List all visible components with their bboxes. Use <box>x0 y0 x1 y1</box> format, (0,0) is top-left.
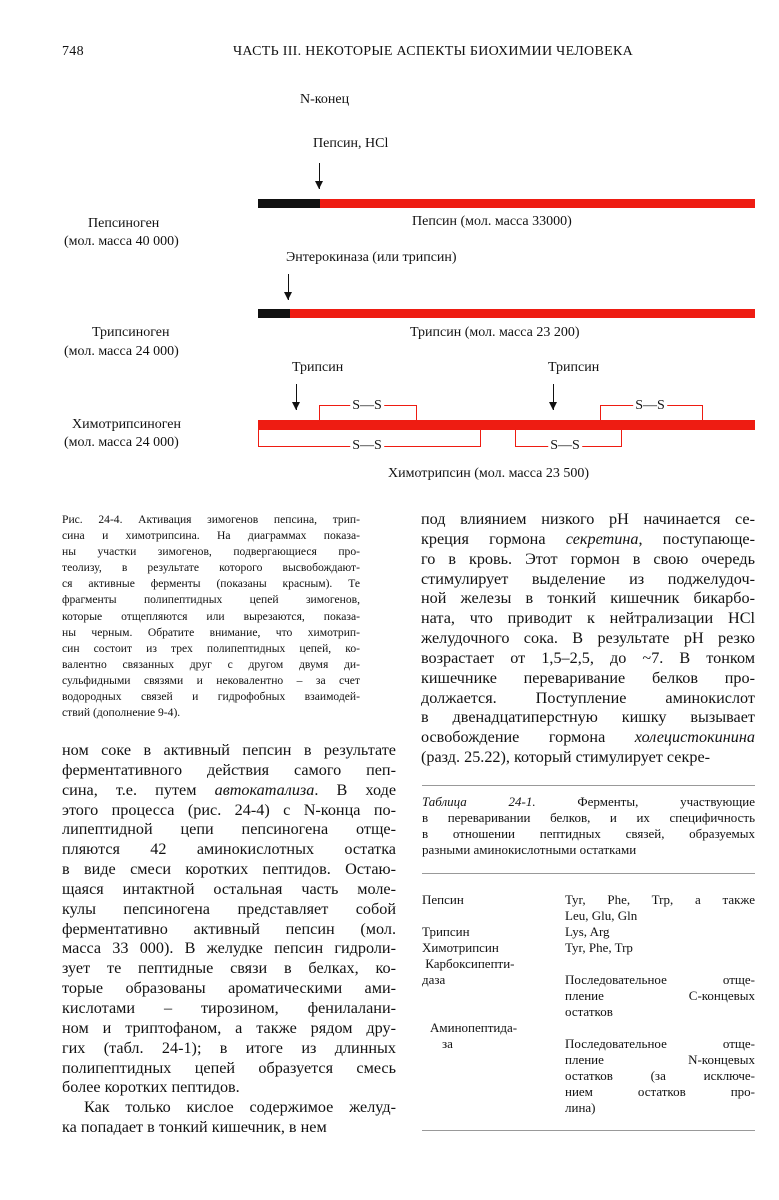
table-row <box>422 956 755 1020</box>
pepsinogen-cleaved-segment <box>258 199 320 208</box>
cleavage-arrow-icon <box>288 274 289 300</box>
cell-line: нием остатков про- <box>565 1084 755 1099</box>
table-row <box>422 924 755 940</box>
text-line: ка попадает в тонкий кишечник, в нем <box>62 1118 327 1137</box>
text-line: ствий (дополнение 9-4). <box>62 706 181 720</box>
text-line: кулы пепсиногена представляет собой <box>62 899 396 918</box>
cell-line: остатков <box>565 1004 613 1019</box>
text-line: ном и триптофаном, а также рядом дру- <box>62 1018 396 1037</box>
cell-line: Последовательное отще- <box>565 972 755 987</box>
text-line: ната, что приводит к нейтрализации HCl <box>421 609 755 628</box>
table-row <box>422 940 755 956</box>
text-line: которые отщепляются или вырезаются, показа- <box>62 609 360 623</box>
cell-line: Пепсин <box>422 892 464 907</box>
table-caption-text: Ферменты, участвующие <box>577 794 755 809</box>
divider <box>422 873 755 874</box>
text-line: сульфидными связями и нековалентно – за счет <box>62 673 360 687</box>
text-line: сина и химотрипсина. На диаграммах показа- <box>62 529 360 543</box>
table-caption-line: в переваривании белков, и их специфичность <box>422 810 755 825</box>
text-line: теолизу, в результате которого высвобождают- <box>62 561 360 575</box>
disulfide-label: S—S <box>635 398 665 413</box>
chymotrypsin-product-label: Химотрипсин (мол. масса 23 500) <box>388 466 590 481</box>
text-line: водородных связей и гидрофобных взаимодей- <box>62 690 360 704</box>
text-line: кислотами – тирозином, фенилалани- <box>62 998 396 1017</box>
page-number: 748 <box>62 44 84 59</box>
cell-line: лина) <box>565 1100 596 1115</box>
cell-line: Карбоксипепти- <box>422 956 515 971</box>
text-line: ферментативного действия самого пеп- <box>62 760 396 779</box>
pepsin-hcl-label: Пепсин, HCl <box>313 136 389 151</box>
cell-line: Аминопептида- <box>430 1020 518 1035</box>
text-line: син состоит из трех полипептидных цепей, ко- <box>62 641 360 655</box>
text-line: ной железы в тонкий кишечник бикарбо- <box>421 589 755 608</box>
text-line: под влиянием низкого pH начинается се- <box>421 510 755 528</box>
cell-line: Lys, Arg <box>565 924 610 939</box>
text-line: должается. Поступление аминокислот <box>421 688 755 707</box>
trypsin-enzyme-label-2: Трипсин <box>548 360 600 375</box>
specificity-cell <box>565 940 755 956</box>
chymotrypsin-active-chain <box>258 420 755 430</box>
enzyme-cell <box>422 924 565 940</box>
cleavage-arrow-icon <box>553 384 554 410</box>
disulfide-label: S—S <box>352 398 382 413</box>
specificity-cell <box>565 1020 755 1116</box>
trypsinogen-label: Трипсиноген <box>92 325 170 340</box>
n-terminus-label: N-конец <box>300 92 350 107</box>
text-line: более коротких пептидов. <box>62 1078 240 1097</box>
text-line: пляются 42 аминокислотных остатка <box>62 840 396 859</box>
specificity-cell <box>565 892 755 924</box>
enzyme-cell <box>422 1020 565 1116</box>
cell-line: Tyr, Phe, Trp, а также <box>565 892 755 907</box>
trypsin-product-label: Трипсин (мол. масса 23 200) <box>410 325 580 340</box>
pepsin-active-segment <box>320 199 755 208</box>
text-line: кишечнике переваривание белков про- <box>421 668 755 687</box>
pepsinogen-label: Пепсиноген <box>88 216 160 231</box>
table-row <box>422 892 755 924</box>
table-row <box>422 1020 755 1116</box>
left-column-text <box>62 741 396 1138</box>
cell-line: пление N-концевых <box>565 1052 755 1067</box>
text-line: валентно связанных друг с другом двумя ди- <box>62 657 360 671</box>
text-line: креция гормона секретина, поступающе- <box>421 529 755 548</box>
text-line: гих (табл. 24-1); в итоге из длинных <box>62 1038 396 1057</box>
cleavage-arrow-icon <box>296 384 297 410</box>
table-label: Таблица 24-1. <box>422 794 578 809</box>
text-line: Рис. 24-4. Активация зимогенов пепсина, трип- <box>62 513 360 526</box>
text-line: зует те пептидные связи в белках, ко- <box>62 959 396 978</box>
disulfide-label: S—S <box>352 438 382 453</box>
text-line: го в кровь. Этот гормон в свою очередь <box>421 549 755 568</box>
text-line: фрагменты полипептидных цепей зимогенов, <box>62 593 360 607</box>
text-line: сина, т.е. путем автокатализа. В ходе <box>62 780 396 799</box>
enzyme-cell <box>422 940 565 956</box>
table-caption <box>422 794 755 858</box>
cell-line: пление С-концевых <box>565 988 755 1003</box>
text-line: щаяся интактной остальная часть моле- <box>62 879 396 898</box>
disulfide-label: S—S <box>550 438 580 453</box>
text-line: ны черным. Обратите внимание, что химотрип- <box>62 625 360 639</box>
text-line: желудочного сока. В результате pH резко <box>421 629 755 648</box>
text-line: возрастает от 1,5–2,5, до ~7. В тонком <box>421 648 755 667</box>
trypsin-active-segment <box>290 309 755 318</box>
text-line: полипептидных цепей образуется смесь <box>62 1058 396 1077</box>
table-caption-line <box>422 794 755 810</box>
trypsinogen-cleaved-segment <box>258 309 290 318</box>
table-caption-line: в отношении пептидных связей, образуемых <box>422 826 755 841</box>
text-line: освобождение гормона холецистокинина <box>421 728 755 747</box>
text-line: стимулирует выделение из поджелудоч- <box>421 569 755 588</box>
enzyme-cell <box>422 956 565 1020</box>
trypsin-enzyme-label-1: Трипсин <box>292 360 344 375</box>
text-line: (разд. 25.22), который стимулирует секре- <box>421 748 711 767</box>
text-line: торые образованы ароматическими ами- <box>62 979 396 998</box>
text-line: ны участки зимогенов, подвергающиеся про- <box>62 545 360 559</box>
pepsin-product-label: Пепсин (мол. масса 33000) <box>412 214 572 229</box>
specificity-cell <box>565 924 755 940</box>
cell-line: Leu, Glu, Gln <box>565 908 638 923</box>
pepsinogen-mass: (мол. масса 40 000) <box>64 234 179 249</box>
text-line: ся активные ферменты (показаны красным). Те <box>62 577 360 591</box>
enzyme-specificity-table <box>422 892 755 1116</box>
chymotrypsinogen-mass: (мол. масса 24 000) <box>64 435 179 450</box>
text-line: ном соке в активный пепсин в результате <box>62 741 396 759</box>
cell-line: даза <box>422 972 446 987</box>
text-line: в двенадцатиперстную кишку вызывает <box>421 708 755 727</box>
chymotrypsinogen-label: Химотрипсиноген <box>72 417 182 432</box>
text-line: ферментативно активный пепсин (мол. <box>62 919 396 938</box>
running-title: ЧАСТЬ III. НЕКОТОРЫЕ АСПЕКТЫ БИОХИМИИ ЧЕЛОВЕКА <box>233 44 633 59</box>
cleavage-arrow-icon <box>319 163 320 189</box>
text-line: масса 33 000). В желудке пепсин гидроли- <box>62 939 396 958</box>
divider <box>422 1130 755 1131</box>
text-line: Как только кислое содержимое желуд- <box>84 1098 396 1117</box>
figure-caption <box>62 512 360 721</box>
divider <box>422 785 755 786</box>
text-line: в виде смеси коротких пептидов. Остаю- <box>62 860 396 879</box>
text-line: липептидной цепи пепсиногена отще- <box>62 820 396 839</box>
cell-line: Последовательное отще- <box>565 1036 755 1051</box>
enzyme-cell <box>422 892 565 924</box>
trypsinogen-mass: (мол. масса 24 000) <box>64 344 179 359</box>
cell-line: Трипсин <box>422 924 470 939</box>
right-column-text <box>421 510 755 768</box>
enterokinase-label: Энтерокиназа (или трипсин) <box>286 250 457 265</box>
table-caption-line: разными аминокислотными остатками <box>422 842 637 857</box>
cell-line: Tyr, Phe, Trp <box>565 940 633 955</box>
text-line: этого процесса (рис. 24-4) с N-конца по- <box>62 800 396 819</box>
cell-line: остатков (за исключе- <box>565 1068 755 1083</box>
cell-line: за <box>442 1036 453 1051</box>
specificity-cell <box>565 956 755 1020</box>
cell-line: Химотрипсин <box>422 940 499 955</box>
